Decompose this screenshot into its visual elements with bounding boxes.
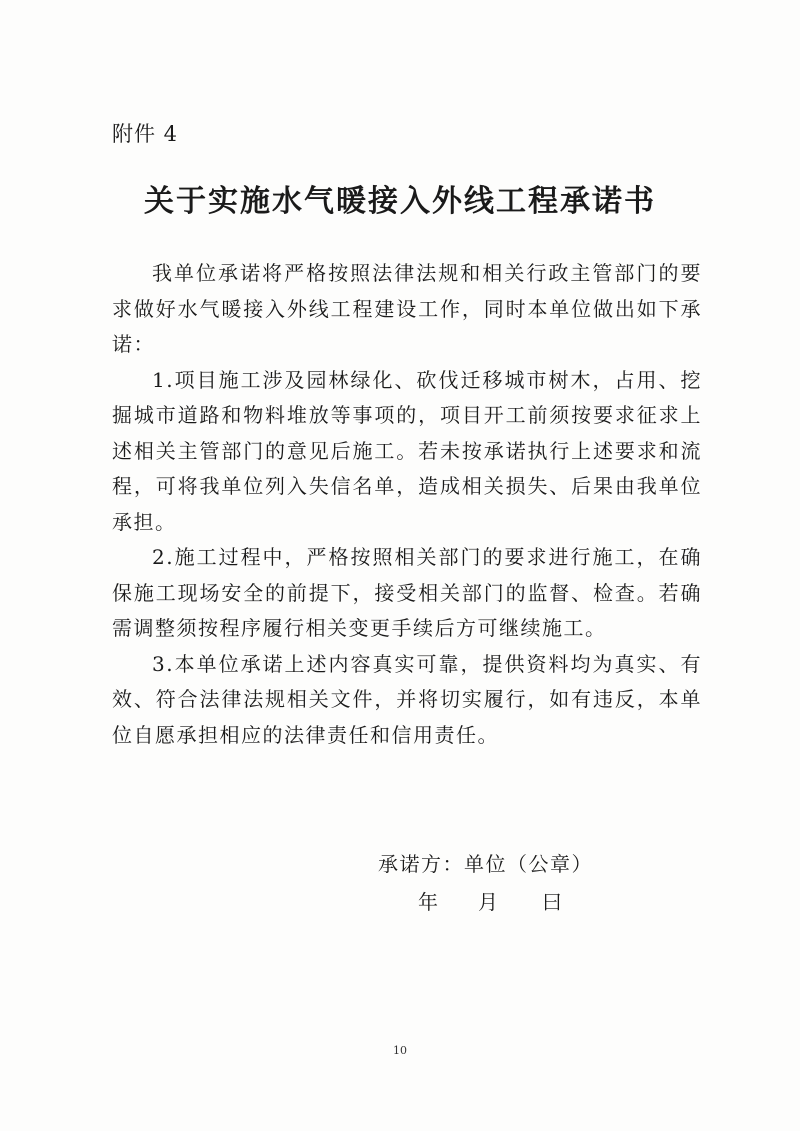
date-day-label: 曰 [542,890,562,914]
document-title: 关于实施水气暖接入外线工程承诺书 [144,184,656,219]
commitment-item-3: 3.本单位承诺上述内容真实可靠，提供资料均为真实、有效、符合法律法规相关文件，并将切实履行，如有违反，本单位自愿承担相应的法律责任和信用责任。 [112,651,702,747]
signature-label: 承诺方：单位（公章） [378,852,593,876]
intro-paragraph: 我单位承诺将严格按照法律法规和相关行政主管部门的要求做好水气暖接入外线工程建设工作，同时本单位做出如下承诺： [112,261,702,356]
page-number: 10 [393,1044,407,1057]
date-year-label: 年 [418,890,438,914]
commitment-item-1: 1.项目施工涉及园林绿化、砍伐迁移城市树木，占用、挖掘城市道路和物料堆放等事项的，项目开工前须按要求征求上述相关主管部门的意见后施工。若未按承诺执行上述要求和流程，可将我单位列入失信名单，造成相关损失、后果由我单位承担。 [112,367,702,534]
date-month-label: 月 [478,890,498,914]
document-body [112,256,702,753]
commitment-item-2: 2.施工过程中，严格按照相关部门的要求进行施工，在确保施工现场安全的前提下，接受相关部门的监督、检查。若确需调整须按程序履行相关变更手续后方可继续施工。 [112,545,702,640]
attachment-label: 附件 4 [112,122,179,146]
